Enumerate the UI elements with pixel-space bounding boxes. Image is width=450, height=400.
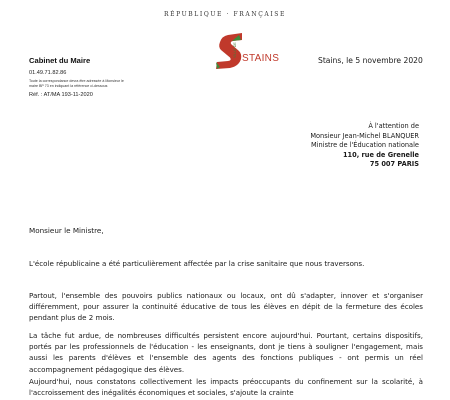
- letter-date: Stains, le 5 novembre 2020: [318, 56, 423, 65]
- reference-number: Réf. : AT/MA 193-11-2020: [29, 92, 93, 98]
- body-paragraph: Partout, l'ensemble des pouvoirs publics nationaux ou locaux, ont dû s'adapter, innover et s'organiser différemment, pour assurer la continuité éducative de tous les élèves en dépit de la fermeture des écoles pendant plus de 2 mois.: [29, 291, 423, 323]
- sender-phone: 01.49.71.82.86: [29, 70, 67, 76]
- republique-header: RÉPUBLIQUE · FRANÇAISE: [164, 11, 286, 18]
- body-paragraph: L'école républicaine a été particulièrement affectée par la crise sanitaire que nous traversons.: [29, 259, 365, 268]
- body-paragraph: La tâche fut ardue, de nombreuses difficultés persistent encore aujourd'hui. Pourtant, certains dispositifs, portés par les professionnels de l'éducation - les enseignants, dont je tiens à souligner l'engagement, mais aussi les parents d'élèves et l'ensemble des agents des fonctions publiques - ont permis un réel accompagnement pédagogique des élèves.: [29, 331, 423, 374]
- logo-name: STAINS: [242, 53, 280, 64]
- recipient-street: 110, rue de Grenelle: [342, 150, 419, 159]
- recipient-address: [310, 122, 419, 170]
- logo-subtitle: VILLE DE: [233, 42, 237, 58]
- sender-cabinet: Cabinet du Maire: [29, 56, 91, 65]
- recipient-city: 75 007 PARIS: [369, 160, 419, 169]
- salutation: Monsieur le Ministre,: [29, 226, 104, 235]
- recipient-title: Ministre de l'Éducation nationale: [311, 141, 419, 150]
- correspondence-note: Toute la correspondance devra être adressée à Monsieur le maire BP 73 en indiquant la référence ci-dessous: [29, 79, 124, 88]
- body-paragraph: Aujourd'hui, nous constatons collectivement les impacts préoccupants du confinement sur la scolarité, à l'accroissement des inégalités économiques et sociales, s'ajoute la crainte: [29, 377, 423, 398]
- recipient-attention: À l'attention de: [368, 122, 419, 130]
- recipient-name: Monsieur Jean-Michel BLANQUER: [310, 131, 419, 140]
